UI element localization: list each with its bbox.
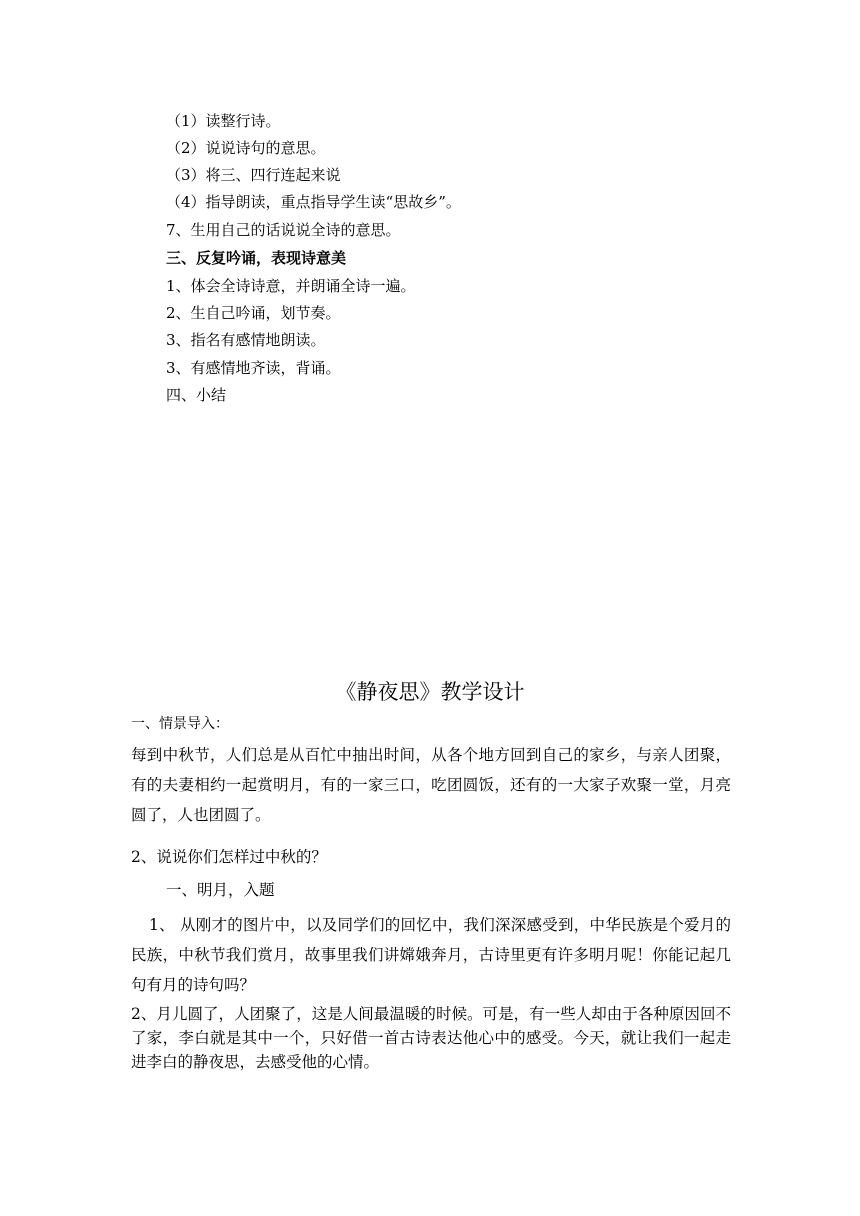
question-line: 2、说说你们怎样过中秋的？ [131, 848, 327, 866]
list-item: 1、体会全诗诗意，并朗诵全诗一遍。 [166, 277, 416, 295]
paragraph-1: 1、 从刚才的图片中，以及同学们的回忆中，我们深深感受到，中华民族是个爱月的民族，中秋节我们赏月，故事里我们讲嫦娥奔月，古诗里更有许多明月呢！你能记起几句有月的诗句吗？ [131, 916, 731, 994]
step-2: （2）说说诗句的意思。 [166, 139, 326, 157]
section-heading-3: 三、反复吟诵，表现诗意美 [166, 249, 347, 267]
step-3: （3）将三、四行连起来说 [166, 166, 341, 184]
list-item: 3、有感情地齐读，背诵。 [166, 359, 341, 377]
intro-heading: 一、情景导入： [131, 716, 229, 732]
item-7: 7、生用自己的话说说全诗的意思。 [166, 221, 401, 239]
list-item: 3、指名有感情地朗读。 [166, 331, 326, 349]
paragraph-2: 2、月儿圆了，人团聚了，这是人间最温暖的时候。可是，有一些人却由于各种原因回不了家，李白就是其中一个，只好借一首古诗表达他心中的感受。今天，就让我们一起走进李白的静夜思，去感受他的心情。 [131, 1005, 731, 1071]
section-heading-4: 四、小结 [166, 386, 227, 404]
document-title: 《静夜思》教学设计 [335, 680, 525, 704]
list-item: 2、生自己吟诵，划节奏。 [166, 304, 341, 322]
intro-paragraph: 每到中秋节，人们总是从百忙中抽出时间，从各个地方回到自己的家乡，与亲人团聚，有的夫妻相约一起赏明月，有的一家三口，吃团圆饭，还有的一大家子欢聚一堂，月亮圆了，人也团圆了。 [131, 746, 731, 824]
step-1: （1）读整行诗。 [166, 112, 281, 130]
step-4: （4）指导朗读，重点指导学生读“思故乡”。 [166, 193, 461, 211]
sub-heading: 一、明月，入题 [166, 881, 275, 899]
